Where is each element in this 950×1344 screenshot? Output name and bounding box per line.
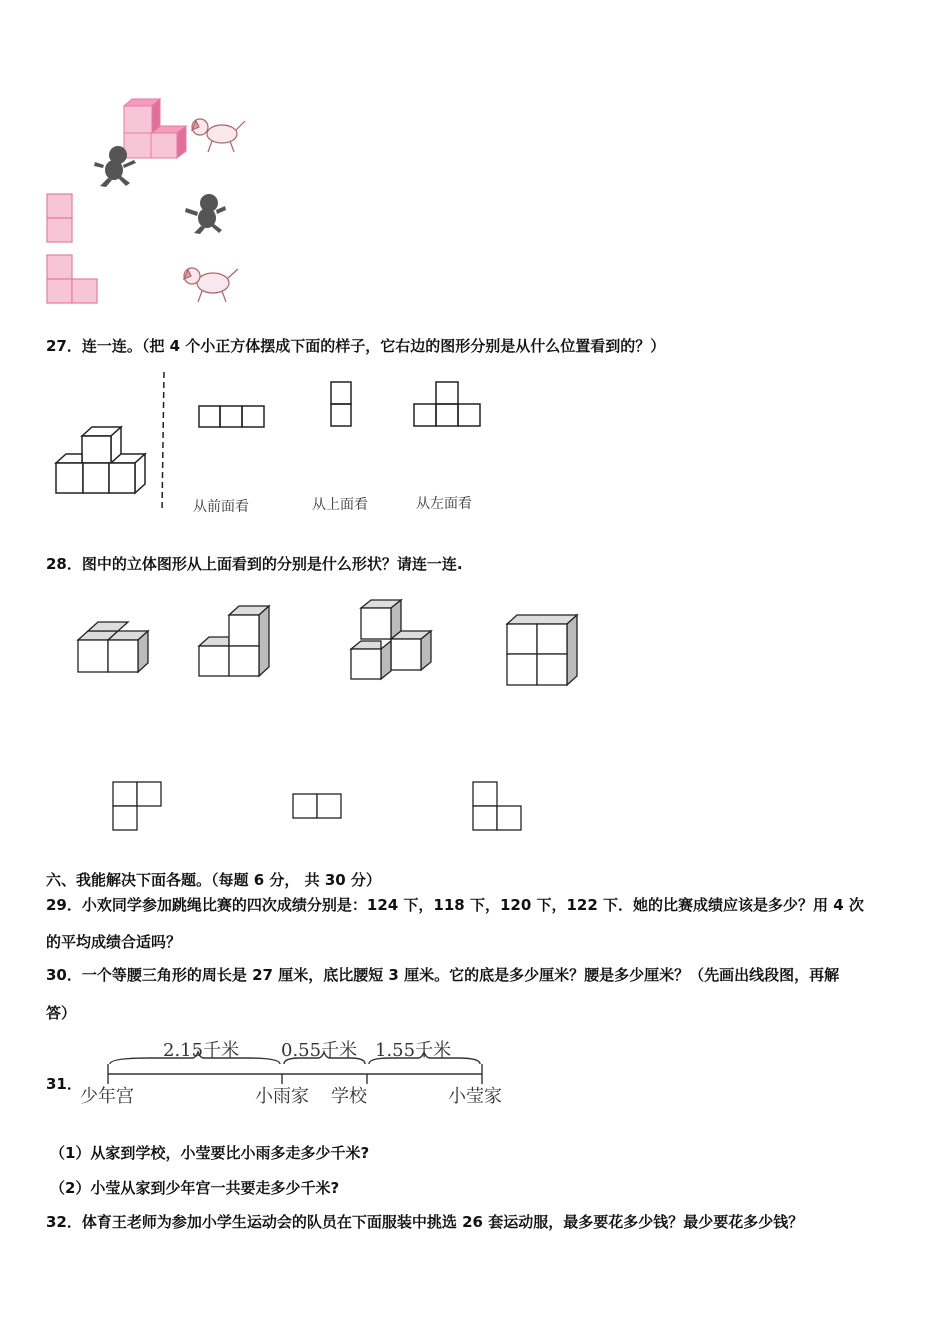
distance-label-3: 1.55千米: [375, 1040, 452, 1061]
question-31-sub1: （1）从家到学校，小莹要比小雨多走多少千米?: [50, 1144, 370, 1162]
solid-1: [78, 622, 148, 672]
solid-3: [351, 600, 431, 679]
place-label-school: 学校: [331, 1086, 367, 1107]
dog-icon: [184, 268, 238, 302]
pink-3d-cubes: [124, 99, 186, 158]
top-view-l-upper: [113, 782, 161, 830]
distance-label-1: 2.15千米: [163, 1040, 240, 1061]
place-label-xiaoying-home: 小莹家: [448, 1086, 502, 1107]
top-view-l-lower: [473, 782, 521, 830]
view-label-top: 从上面看: [312, 497, 368, 513]
view-three-in-row: [199, 406, 264, 427]
pink-view-column: [47, 194, 72, 242]
pink-view-l: [47, 255, 97, 303]
q27-figure: [0, 366, 950, 526]
question-29-line2: 的平均成绩合适吗？: [46, 933, 182, 951]
dashed-divider: [162, 372, 164, 512]
view-label-left: 从左面看: [416, 496, 472, 512]
question-30-line2: 答）: [46, 1004, 77, 1022]
cube-stack-3d: [56, 427, 145, 493]
place-label-xiaoyu-home: 小雨家: [255, 1086, 309, 1107]
solid-2: [199, 606, 269, 676]
question-29-line1: 29．小欢同学参加跳绳比赛的四次成绩分别是：124 下，118 下，120 下，122 下．她的比赛成绩应该是多少？用 4 次: [46, 896, 864, 914]
top-view-two-row: [293, 794, 341, 818]
question-28: 28．图中的立体图形从上面看到的分别是什么形状？请连一连.: [46, 555, 463, 573]
section-6-heading: 六、我能解决下面各题。（每题 6 分， 共 30 分）: [46, 871, 381, 889]
pink-cubes-figure: [0, 0, 950, 320]
place-label-youth-palace: 少年宫: [80, 1086, 134, 1107]
solid-4: [507, 615, 577, 685]
monkey-icon: [185, 194, 226, 234]
question-27: 27．连一连。（把 4 个小正方体摆成下面的样子，它右边的图形分别是从什么位置看到的？）: [46, 337, 666, 355]
question-30-line1: 30．一个等腰三角形的周长是 27 厘米，底比腰短 3 厘米。它的底是多少厘米？腰是多少厘米？（先画出线段图，再解: [46, 966, 840, 984]
question-32: 32．体育王老师为参加小学生运动会的队员在下面服装中挑选 26 套运动服，最多要花多少钱？最少要花多少钱？: [46, 1213, 804, 1231]
question-31-number: 31．: [46, 1075, 82, 1093]
q28-solids: [0, 595, 950, 705]
view-label-front: 从前面看: [193, 499, 249, 515]
question-31-sub2: （2）小莹从家到少年宫一共要走多少千米?: [50, 1179, 340, 1197]
view-t-shape: [414, 382, 480, 426]
distance-label-2: 0.55千米: [281, 1040, 358, 1061]
q28-top-views: [0, 780, 950, 840]
dog-icon: [192, 119, 245, 152]
view-column-of-two: [331, 382, 351, 426]
